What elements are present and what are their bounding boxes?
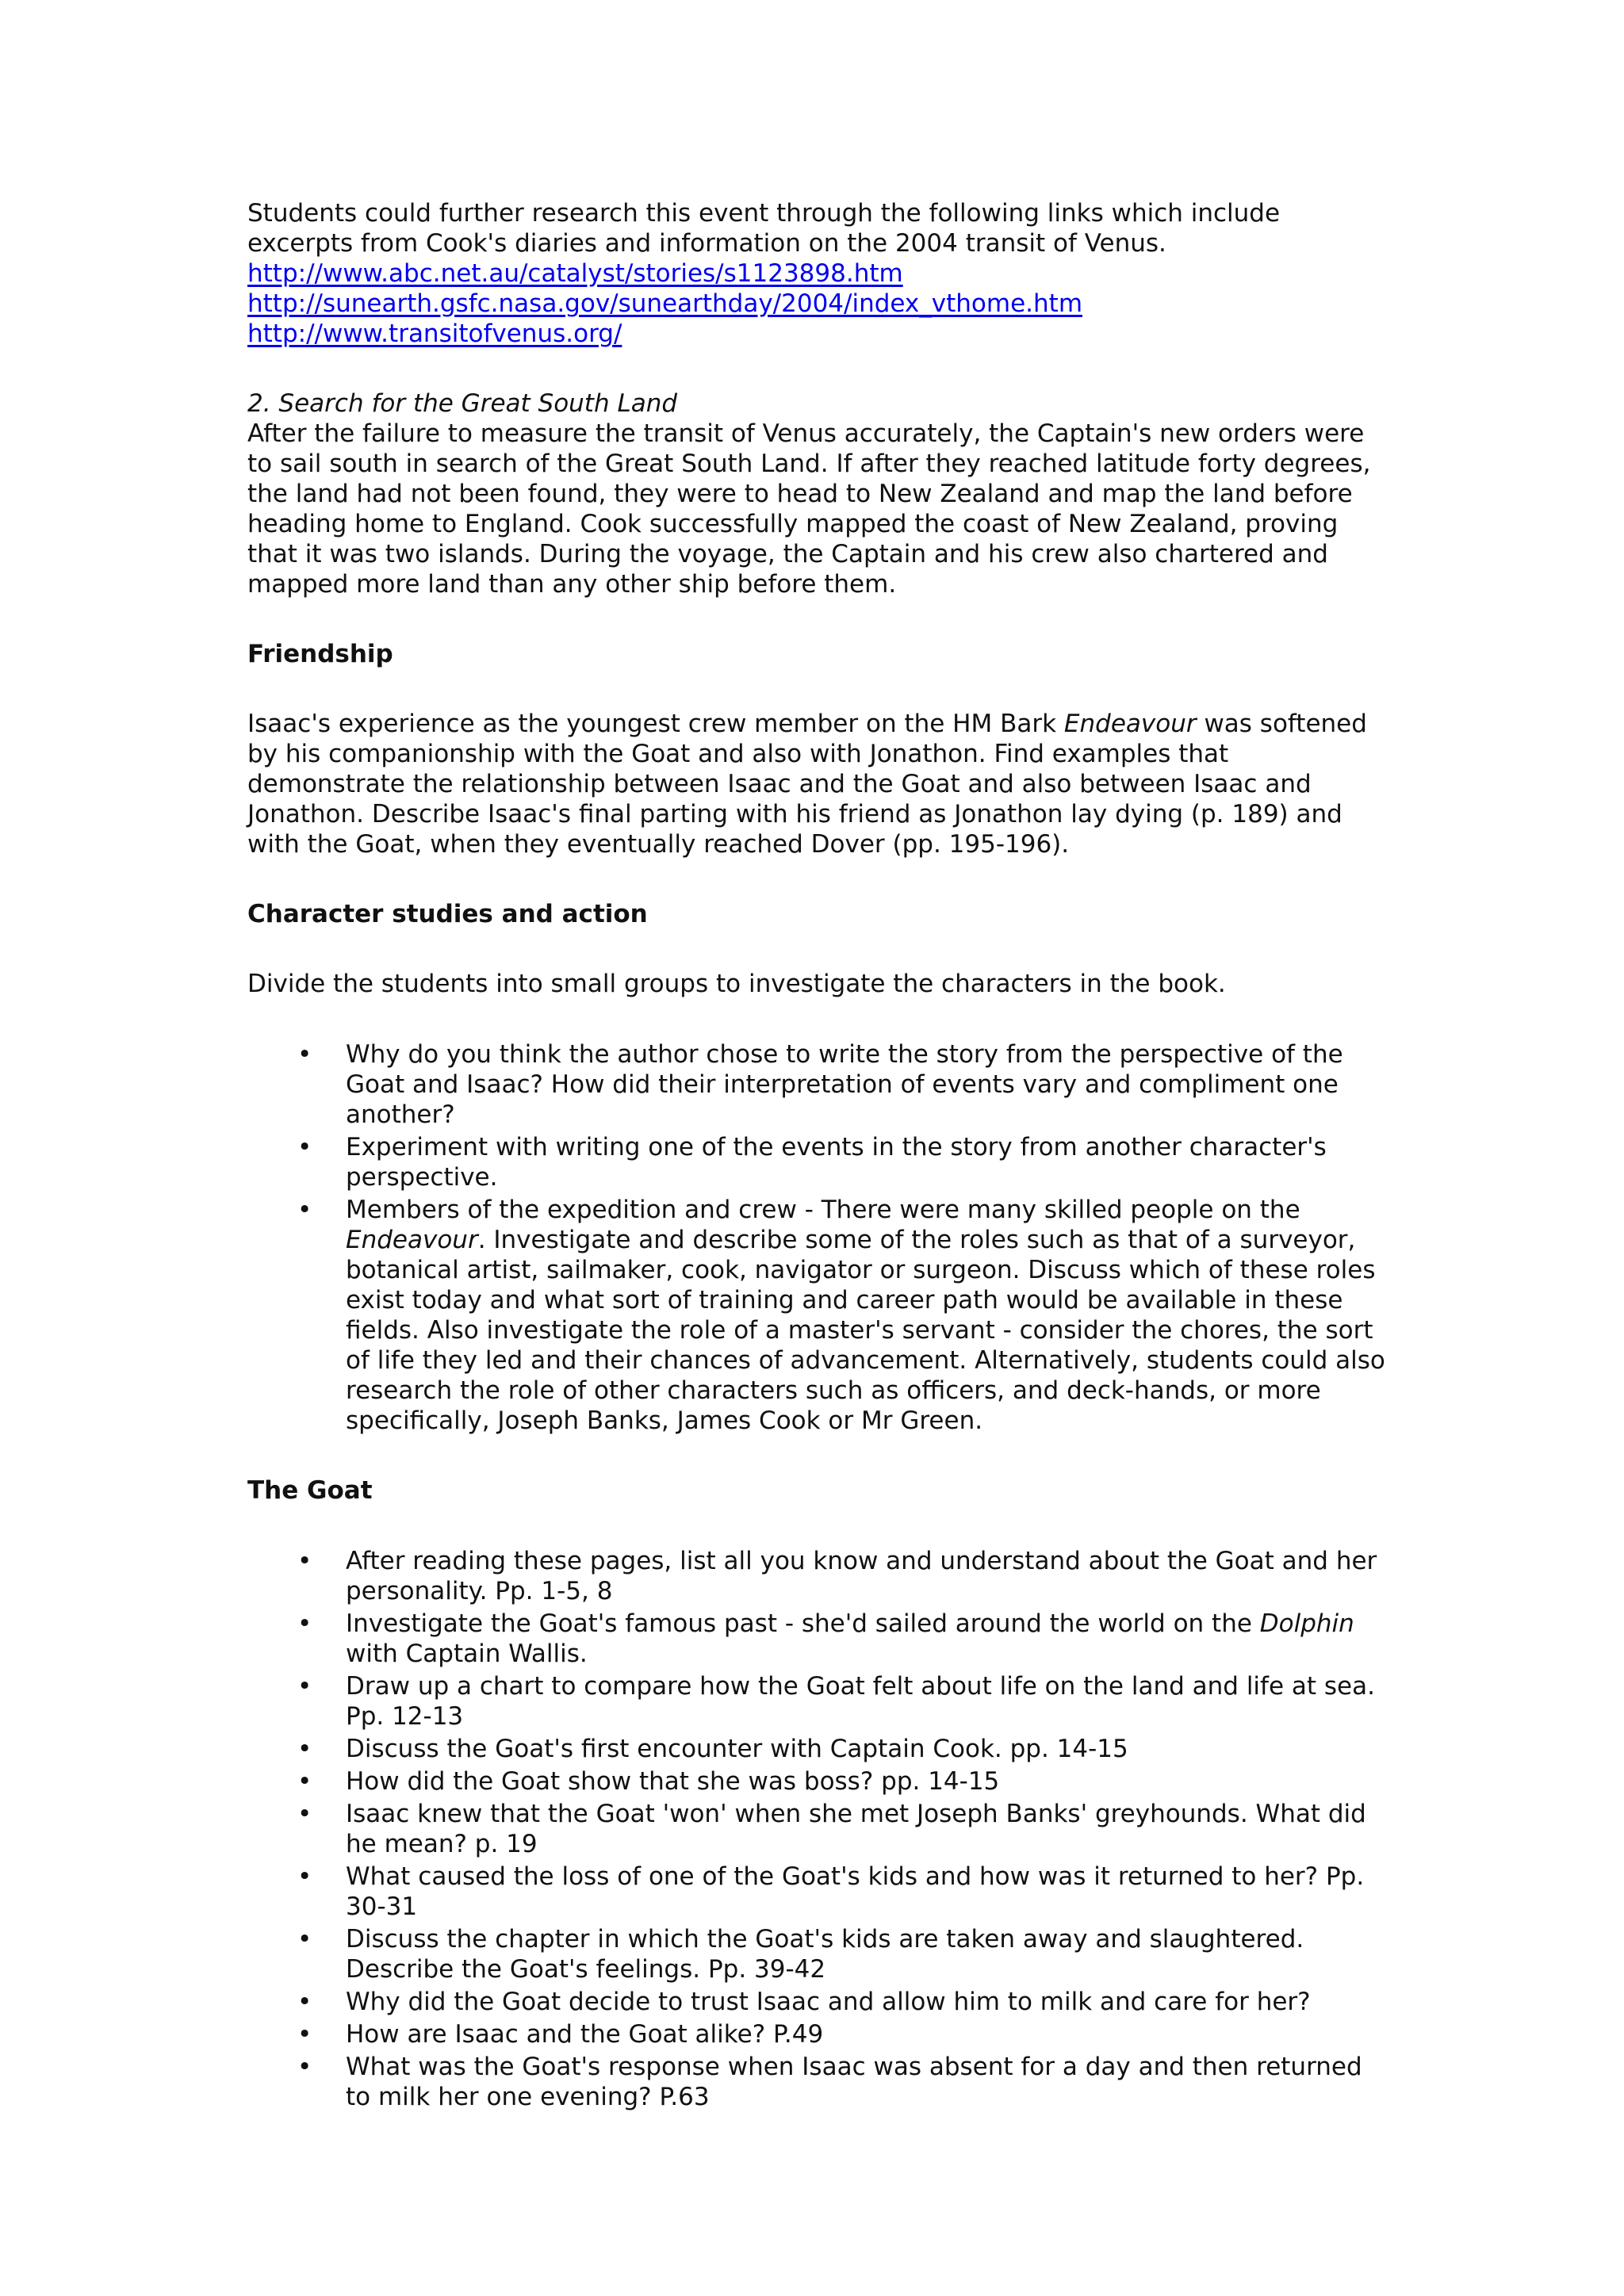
intro-paragraph: Students could further research this event through the following links which include excerpts from Cook's diaries and information on the 2004 transit of Venus.	[247, 199, 1281, 258]
list-item-text: What was the Goat's response when Isaac was absent for a day and then returned to milk her one evening? P.63	[346, 2053, 1362, 2111]
character-studies-intro: Divide the students into small groups to investigate the characters in the book.	[247, 970, 1226, 998]
character-studies-list	[247, 1039, 1389, 1436]
list-item-text: How are Isaac and the Goat alike? P.49	[346, 2020, 824, 2049]
list-item-text-a: Members of the expedition and crew - There were many skilled people on the	[346, 1196, 1300, 1224]
link-nasa-sunearthday[interactable]: http://sunearth.gsfc.nasa.gov/sunearthday/2004/index_vthome.htm	[247, 289, 1083, 318]
list-item	[247, 1039, 1389, 1130]
list-item-text: Draw up a chart to compare how the Goat felt about life on the land and life at sea. Pp. 12-13	[346, 1672, 1375, 1731]
list-item	[247, 2019, 1389, 2049]
list-item-text: Discuss the chapter in which the Goat's kids are taken away and slaughtered. Describe the Goat's feelings. Pp. 39-42	[346, 1925, 1304, 1984]
bullet-icon: •	[297, 1800, 312, 1828]
bullet-icon: •	[297, 1672, 312, 1701]
link-transit-of-venus[interactable]: http://www.transitofvenus.org/	[247, 320, 622, 348]
bullet-icon: •	[297, 1196, 312, 1224]
search-subheading: 2. Search for the Great South Land	[247, 389, 678, 418]
ship-name-endeavour: Endeavour	[1063, 710, 1197, 738]
bullet-icon: •	[297, 1547, 312, 1575]
bullet-icon: •	[297, 2020, 312, 2049]
bullet-icon: •	[297, 1988, 312, 2016]
list-item-text-a: Investigate the Goat's famous past - she'd sailed around the world on the	[346, 1609, 1260, 1638]
friendship-text-a: Isaac's experience as the youngest crew member on the HM Bark	[247, 710, 1064, 738]
list-item	[247, 1987, 1389, 2017]
list-item-text-b: . Investigate and describe some of the roles such as that of a surveyor, botanical artist, sailmaker, cook, navigator or surgeon. Discuss which of these roles exist today and what sort of training and career path would be available in these fields. Also investigate the role of a master's servant - consider the chores, the sort of life they led and their chances of advancement. Alternatively, students could also research the role of other characters such as officers, and deck-hands, or more specifically, Joseph Banks, James Cook or Mr Green.	[346, 1226, 1385, 1435]
list-item	[247, 1671, 1389, 1732]
bullet-icon: •	[297, 1862, 312, 1891]
friendship-heading: Friendship	[247, 640, 393, 668]
ship-name-endeavour: Endeavour	[346, 1226, 478, 1254]
list-item	[247, 1766, 1389, 1797]
bullet-icon: •	[297, 1133, 312, 1161]
goat-heading: The Goat	[247, 1476, 373, 1505]
list-item	[247, 2052, 1389, 2112]
bullet-icon: •	[297, 1735, 312, 1763]
list-item	[247, 1734, 1389, 1764]
bullet-icon: •	[297, 2053, 312, 2081]
character-studies-heading: Character studies and action	[247, 900, 648, 928]
bullet-icon: •	[297, 1040, 312, 1069]
friendship-paragraph	[247, 709, 1389, 859]
list-item	[247, 1862, 1389, 1922]
bullet-icon: •	[297, 1767, 312, 1796]
goat-list	[247, 1546, 1389, 2112]
list-item-text: After reading these pages, list all you know and understand about the Goat and her personality. Pp. 1-5, 8	[346, 1547, 1377, 1605]
list-item-text: Why do you think the author chose to write the story from the perspective of the Goat and Isaac? How did their interpretation of events vary and compliment one another?	[346, 1040, 1343, 1129]
list-item-text: How did the Goat show that she was boss? pp. 14-15	[346, 1767, 1000, 1796]
list-item	[247, 1195, 1389, 1436]
ship-name-dolphin: Dolphin	[1259, 1609, 1354, 1638]
list-item-text: What caused the loss of one of the Goat's kids and how was it returned to her? Pp. 30-31	[346, 1862, 1365, 1921]
bullet-icon: •	[297, 1925, 312, 1954]
list-item-text: Isaac knew that the Goat 'won' when she met Joseph Banks' greyhounds. What did he mean? p. 19	[346, 1800, 1366, 1858]
list-item	[247, 1546, 1389, 1606]
link-list	[247, 258, 1389, 349]
list-item	[247, 1924, 1389, 1984]
list-item-text-b: with Captain Wallis.	[346, 1640, 588, 1668]
list-item-text: Discuss the Goat's first encounter with Captain Cook. pp. 14-15	[346, 1735, 1128, 1763]
friendship-text-b: was softened by his companionship with the Goat and also with Jonathon. Find examples that demonstrate the relationship between Isaac and the Goat and also between Isaac and Jonathon. Describe Isaac's final parting with his friend as Jonathon lay dying (p. 189) and with the Goat, when they eventually reached Dover (pp. 195-196).	[247, 710, 1367, 859]
bullet-icon: •	[297, 1609, 312, 1638]
list-item-text: Experiment with writing one of the events in the story from another character's perspective.	[346, 1133, 1327, 1192]
list-item	[247, 1609, 1389, 1669]
list-item	[247, 1132, 1389, 1192]
list-item	[247, 1799, 1389, 1859]
search-paragraph: After the failure to measure the transit of Venus accurately, the Captain's new orders were to sail south in search of the Great South Land. If after they reached latitude forty degrees, the land had not been found, they were to head to New Zealand and map the land before heading home to England. Cook successfully mapped the coast of New Zealand, proving that it was two islands. During the voyage, the Captain and his crew also chartered and mapped more land than any other ship before them.	[247, 419, 1371, 599]
list-item-text: Why did the Goat decide to trust Isaac and allow him to milk and care for her?	[346, 1988, 1311, 2016]
link-abc-catalyst[interactable]: http://www.abc.net.au/catalyst/stories/s1123898.htm	[247, 259, 903, 288]
document-page	[247, 198, 1389, 2114]
